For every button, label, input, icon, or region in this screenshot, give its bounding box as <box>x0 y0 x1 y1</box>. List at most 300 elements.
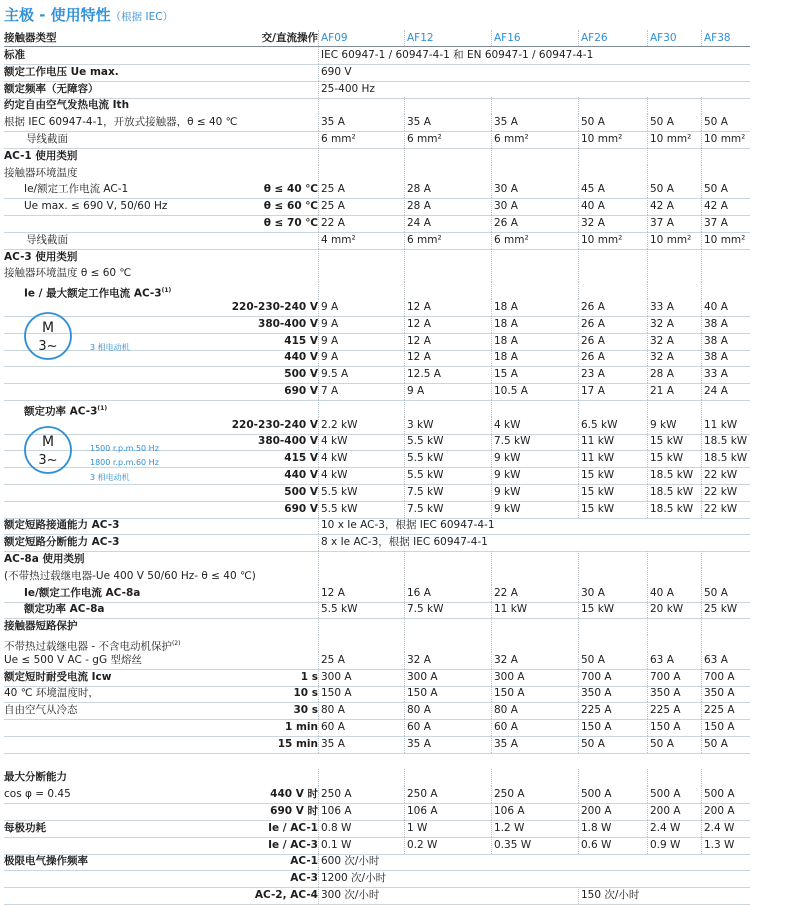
value-cell: 225 A <box>647 702 704 719</box>
row-label-text: Ie/额定工作电流 AC-1 <box>24 183 129 196</box>
value-cell: 4 kW <box>318 433 407 450</box>
empty-cell <box>404 165 494 182</box>
value-cell: 9 kW <box>647 417 704 434</box>
empty-cell <box>578 618 650 635</box>
row-condition: 440 V <box>284 351 318 364</box>
empty-cell <box>404 635 494 652</box>
table-row <box>4 501 750 519</box>
row-label <box>4 769 67 786</box>
value-cell: 35 A <box>404 736 494 753</box>
value-cell: 22 kW <box>701 484 753 501</box>
value-cell: 18 A <box>491 299 581 316</box>
empty-cell <box>578 97 650 114</box>
value-cell: 250 A <box>491 786 581 803</box>
value-cell: 1.2 W <box>491 820 581 837</box>
empty-cell <box>578 400 650 417</box>
row-condition: 690 V <box>284 502 318 515</box>
row-label-text: 导线截面 <box>26 233 68 246</box>
footnote-ref: (2) <box>171 640 181 647</box>
value-cell: 150 A <box>318 685 407 702</box>
value-cell: 150 A <box>578 719 650 736</box>
value-cell: 5.5 kW <box>404 450 494 467</box>
value-cell: 16 A <box>404 585 494 602</box>
row-label-text: 接触器环境温度 θ ≤ 60 ℃ <box>4 267 132 280</box>
empty-cell <box>647 635 704 652</box>
value-cell: 17 A <box>578 383 650 400</box>
empty-cell <box>318 568 407 585</box>
value-cell: 33 A <box>647 299 704 316</box>
empty-cell <box>491 568 581 585</box>
row-label-text: 额定短路接通能力 AC-3 <box>4 519 120 532</box>
value-cell: 32 A <box>491 652 581 669</box>
table-row <box>4 568 750 585</box>
value-cell: 40 A <box>701 299 753 316</box>
row-label <box>24 585 140 602</box>
value-cell: 22 A <box>318 215 407 232</box>
empty-cell <box>647 551 704 568</box>
row-label-text: 不带热过载继电器 - 不含电动机保护 <box>4 640 172 652</box>
empty-cell <box>701 265 753 282</box>
empty-cell <box>701 282 753 299</box>
value-cell: 35 A <box>491 736 581 753</box>
footnote-ref: (1) <box>97 404 108 412</box>
value-cell: 6.5 kW <box>578 417 650 434</box>
empty-cell <box>701 249 753 266</box>
table-row <box>4 232 750 250</box>
motor-note-1: 3 相电动机 <box>90 343 130 352</box>
empty-cell <box>647 282 704 299</box>
value-cell: 15 kW <box>647 450 704 467</box>
value-cell: 12 A <box>404 316 494 333</box>
table-row <box>4 669 750 687</box>
value-cell: 22 kW <box>701 467 753 484</box>
value-cell: 9 A <box>404 383 494 400</box>
value-cell: 25 A <box>318 652 407 669</box>
value-cell: 38 A <box>701 333 753 350</box>
value-cell: 35 A <box>318 114 407 131</box>
empty-cell <box>578 282 650 299</box>
value-cell: 150 A <box>701 719 753 736</box>
value-span: 300 次/小时 <box>318 887 579 904</box>
value-cell: 10 mm² <box>647 131 704 148</box>
row-label-text: 额定工作电压 Ue max. <box>4 65 119 78</box>
motor-note-2a: 1500 r.p.m.50 Hz <box>90 444 159 453</box>
row-condition: 415 V <box>284 452 318 465</box>
empty-cell <box>404 769 494 786</box>
row-label-text: Ue ≤ 500 V AC - gG 型熔丝 <box>4 653 142 666</box>
value-cell: 26 A <box>491 215 581 232</box>
empty-cell <box>701 769 753 786</box>
empty-cell <box>647 148 704 165</box>
row-label <box>4 635 180 652</box>
table-row <box>4 198 750 216</box>
row-label-text: 接触器短路保护 <box>4 620 78 633</box>
table-row <box>4 265 750 282</box>
value-cell: 15 kW <box>647 433 704 450</box>
row-label <box>4 165 78 182</box>
row-condition: 440 V 时 <box>270 788 318 801</box>
value-cell: 18.5 kW <box>647 467 704 484</box>
value-cell: 7.5 kW <box>404 484 494 501</box>
table-row <box>4 585 750 603</box>
empty-cell <box>701 165 753 182</box>
row-label-text: 额定短路分断能力 AC-3 <box>4 536 120 549</box>
value-cell: 300 A <box>318 669 407 686</box>
empty-cell <box>318 618 407 635</box>
value-cell: 18.5 kW <box>647 484 704 501</box>
row-label-text: AC-1 使用类别 <box>4 149 78 162</box>
row-label-text: 约定自由空气发热电流 Ith <box>4 99 130 112</box>
table-row <box>4 601 750 619</box>
value-span: 10 x Ie AC-3，根据 IEC 60947-4-1 <box>318 517 749 534</box>
value-cell: 2.4 W <box>647 820 704 837</box>
row-label-text: 根据 IEC 60947-4-1，开放式接触器，θ ≤ 40 ℃ <box>4 116 238 129</box>
empty-cell <box>404 265 494 282</box>
value-cell: 10 mm² <box>647 232 704 249</box>
value-cell: 300 A <box>491 669 581 686</box>
motor-phase: 3~ <box>38 453 58 468</box>
empty-cell <box>404 568 494 585</box>
value-cell: 10.5 A <box>491 383 581 400</box>
value-span: 8 x Ie AC-3，根据 IEC 60947-4-1 <box>318 534 749 551</box>
value-cell: 6 mm² <box>404 131 494 148</box>
value-cell: 9.5 A <box>318 366 407 383</box>
value-span: 1200 次/小时 <box>318 870 749 887</box>
value-cell: 18.5 kW <box>701 433 753 450</box>
empty-cell <box>491 97 581 114</box>
row-condition: θ ≤ 70 ℃ <box>263 217 318 229</box>
value-cell: 32 A <box>647 349 704 366</box>
table-row <box>4 753 750 770</box>
value-cell: 350 A <box>578 685 650 702</box>
value-cell: 9 A <box>318 333 407 350</box>
value-cell: 7.5 kW <box>491 433 581 450</box>
table-row <box>4 820 750 838</box>
value-cell: 0.9 W <box>647 837 704 854</box>
header-model: AF26 <box>578 30 650 46</box>
row-condition: 440 V <box>284 469 318 481</box>
footnote-ref: (1) <box>161 287 172 295</box>
row-label <box>24 601 104 618</box>
value-cell: 11 kW <box>578 433 650 450</box>
empty-cell <box>318 165 407 182</box>
table-row <box>4 635 750 652</box>
value-cell: 60 A <box>491 719 581 736</box>
empty-cell <box>701 400 753 417</box>
empty-cell <box>647 97 704 114</box>
value-cell: 50 A <box>647 736 704 753</box>
empty-cell <box>491 148 581 165</box>
value-cell: 28 A <box>647 366 704 383</box>
value-cell: 4 kW <box>318 467 407 484</box>
header-model: AF30 <box>647 30 704 46</box>
empty-cell <box>404 97 494 114</box>
row-label-text: 极限电气操作频率 <box>4 855 88 868</box>
row-condition: 15 min <box>277 737 318 750</box>
row-label <box>4 81 99 98</box>
value-cell: 6 mm² <box>404 232 494 249</box>
table-row <box>4 853 750 871</box>
value-span: 150 次/小时 <box>578 887 751 904</box>
table-row <box>4 534 750 552</box>
row-condition: 10 s <box>293 687 318 700</box>
value-cell: 700 A <box>647 669 704 686</box>
value-cell: 250 A <box>404 786 494 803</box>
value-cell: 22 kW <box>701 501 753 518</box>
table-row <box>4 148 750 165</box>
value-cell: 5.5 kW <box>318 601 407 618</box>
value-cell: 10 mm² <box>701 131 753 148</box>
value-cell: 38 A <box>701 349 753 366</box>
value-cell: 5.5 kW <box>404 467 494 484</box>
value-cell: 1 W <box>404 820 494 837</box>
value-cell: 12 A <box>318 585 407 602</box>
header-model: AF38 <box>701 30 753 46</box>
value-cell: 32 A <box>404 652 494 669</box>
value-cell: 50 A <box>647 114 704 131</box>
empty-cell <box>318 400 407 417</box>
value-cell: 50 A <box>647 181 704 198</box>
value-cell: 15 kW <box>578 467 650 484</box>
value-span: IEC 60947-1 / 60947-4-1 和 EN 60947-1 / 60947-4-1 <box>318 47 749 64</box>
table-row <box>4 736 750 754</box>
row-label-text: 额定功率 AC-3 <box>24 405 98 417</box>
value-cell: 11 kW <box>578 450 650 467</box>
value-cell: 20 kW <box>647 601 704 618</box>
row-condition: 220-230-240 V <box>231 301 318 313</box>
value-cell: 200 A <box>647 803 704 820</box>
value-cell: 6 mm² <box>318 131 407 148</box>
empty-cell <box>578 165 650 182</box>
table-row <box>4 64 750 82</box>
value-cell: 32 A <box>647 316 704 333</box>
value-cell: 300 A <box>404 669 494 686</box>
empty-cell <box>578 249 650 266</box>
value-cell: 50 A <box>578 736 650 753</box>
row-label-text: 标准 <box>4 49 25 61</box>
value-cell: 106 A <box>318 803 407 820</box>
table-row <box>4 81 750 99</box>
value-cell: 11 kW <box>701 417 753 434</box>
value-cell: 9 A <box>318 299 407 316</box>
row-condition: Ie / AC-1 <box>268 821 318 834</box>
value-cell: 5.5 kW <box>404 433 494 450</box>
empty-cell <box>491 635 581 652</box>
value-cell: 200 A <box>701 803 753 820</box>
table-row <box>4 719 750 737</box>
empty-cell <box>647 618 704 635</box>
empty-cell <box>318 635 407 652</box>
value-cell: 15 kW <box>578 484 650 501</box>
row-label <box>4 148 77 165</box>
empty-cell <box>404 551 494 568</box>
row-label <box>4 786 71 803</box>
value-cell: 37 A <box>701 215 753 232</box>
table-row <box>4 97 750 114</box>
value-cell: 42 A <box>647 198 704 215</box>
value-cell: 0.2 W <box>404 837 494 854</box>
empty-cell <box>491 249 581 266</box>
table-row <box>4 417 750 435</box>
value-cell: 50 A <box>701 181 753 198</box>
empty-cell <box>491 400 581 417</box>
row-condition: AC-2, AC-4 <box>254 889 318 901</box>
value-cell: 2.2 kW <box>318 417 407 434</box>
row-label <box>4 669 112 686</box>
value-cell: 33 A <box>701 366 753 383</box>
value-cell: 10 mm² <box>701 232 753 249</box>
header-model: AF16 <box>491 30 581 46</box>
empty-cell <box>647 165 704 182</box>
row-label-text: AC-3 使用类别 <box>4 250 78 263</box>
empty-cell <box>318 265 407 282</box>
value-cell: 42 A <box>701 198 753 215</box>
empty-cell <box>701 618 753 635</box>
row-label-text: 额定频率（无障容） <box>4 82 99 95</box>
table-row <box>4 181 750 199</box>
value-cell: 9 A <box>318 349 407 366</box>
value-cell: 50 A <box>578 652 650 669</box>
empty-cell <box>318 148 407 165</box>
value-cell: 225 A <box>701 702 753 719</box>
row-label <box>26 131 68 148</box>
table-row <box>4 316 750 334</box>
value-cell: 4 kW <box>318 450 407 467</box>
row-label <box>4 618 78 635</box>
value-cell: 63 A <box>701 652 753 669</box>
motor-note-2c: 3 相电动机 <box>90 473 130 482</box>
row-condition: 500 V <box>284 485 318 498</box>
row-label <box>4 114 237 131</box>
value-cell: 12.5 A <box>404 366 494 383</box>
value-cell: 4 mm² <box>318 232 407 249</box>
empty-cell <box>578 551 650 568</box>
row-condition: 380-400 V <box>258 435 318 448</box>
value-cell: 4 kW <box>491 417 581 434</box>
table-row <box>4 551 750 568</box>
empty-cell <box>701 635 753 652</box>
table-row <box>4 400 750 417</box>
row-label-text: 额定短时耐受电流 Icw <box>4 670 112 683</box>
title-main: 主极 - 使用特性 <box>4 6 111 24</box>
value-cell: 0.35 W <box>491 837 581 854</box>
row-label <box>24 181 128 198</box>
table-row <box>4 215 750 233</box>
value-cell: 24 A <box>701 383 753 400</box>
empty-cell <box>404 400 494 417</box>
row-label <box>4 64 119 81</box>
empty-cell <box>647 568 704 585</box>
table-row <box>4 299 750 317</box>
table-row <box>4 803 750 821</box>
value-cell: 15 A <box>491 366 581 383</box>
empty-cell <box>578 635 650 652</box>
empty-cell <box>578 148 650 165</box>
value-cell: 18.5 kW <box>701 450 753 467</box>
value-cell: 106 A <box>404 803 494 820</box>
value-cell: 500 A <box>578 786 650 803</box>
table-header <box>4 30 750 47</box>
value-cell: 225 A <box>578 702 650 719</box>
value-cell: 63 A <box>647 652 704 669</box>
value-cell: 37 A <box>647 215 704 232</box>
header-model: AF12 <box>404 30 494 46</box>
motor-letter: M <box>41 434 55 450</box>
empty-cell <box>491 282 581 299</box>
row-label-text: 自由空气从冷态 <box>4 704 78 717</box>
row-label <box>4 517 119 534</box>
value-cell: 0.8 W <box>318 820 407 837</box>
table-row <box>4 249 750 266</box>
row-label <box>4 820 46 837</box>
row-label <box>24 198 167 215</box>
row-label-text: Ie/额定工作电流 AC-8a <box>24 586 141 599</box>
row-label-text: Ue max. ≤ 690 V, 50/60 Hz <box>24 200 168 213</box>
value-cell: 7 A <box>318 383 407 400</box>
value-cell: 18 A <box>491 333 581 350</box>
row-label-text: cos φ = 0.45 <box>4 788 71 801</box>
row-label <box>4 685 99 702</box>
empty-cell <box>491 769 581 786</box>
value-cell: 150 A <box>491 685 581 702</box>
row-label-text: 最大分断能力 <box>4 771 67 784</box>
value-cell: 150 A <box>647 719 704 736</box>
table-row <box>4 618 750 635</box>
value-span: 690 V <box>318 64 749 81</box>
value-cell: 250 A <box>318 786 407 803</box>
motor-letter: M <box>41 320 55 336</box>
row-label-text: (不带热过载继电器-Ue 400 V 50/60 Hz- θ ≤ 40 ℃) <box>4 569 256 582</box>
row-label <box>4 249 77 266</box>
empty-cell <box>578 769 650 786</box>
title-sub: （根据 IEC） <box>110 11 174 23</box>
value-cell: 28 A <box>404 181 494 198</box>
header-model: AF09 <box>318 30 407 46</box>
value-cell: 50 A <box>701 736 753 753</box>
value-cell: 7.5 kW <box>404 501 494 518</box>
empty-cell <box>491 165 581 182</box>
table-row <box>4 47 750 65</box>
empty-cell <box>318 551 407 568</box>
value-cell: 11 kW <box>491 601 581 618</box>
value-cell: 60 A <box>404 719 494 736</box>
value-cell: 150 A <box>404 685 494 702</box>
value-span: 25-400 Hz <box>318 81 749 98</box>
value-cell: 1.8 W <box>578 820 650 837</box>
empty-cell <box>578 568 650 585</box>
value-cell: 5.5 kW <box>318 501 407 518</box>
value-cell: 26 A <box>578 316 650 333</box>
empty-cell <box>491 618 581 635</box>
value-span: 600 次/小时 <box>318 853 749 870</box>
value-cell: 700 A <box>578 669 650 686</box>
row-label-text: 接触器环境温度 <box>4 166 78 179</box>
motor-phase: 3~ <box>38 339 58 354</box>
table-row <box>4 282 750 299</box>
row-condition: AC-1 <box>290 855 318 868</box>
row-label <box>4 853 88 870</box>
value-cell: 35 A <box>404 114 494 131</box>
table-row <box>4 484 750 502</box>
value-cell: 500 A <box>701 786 753 803</box>
table-row <box>4 383 750 401</box>
empty-cell <box>701 148 753 165</box>
value-cell: 9 kW <box>491 484 581 501</box>
table-row <box>4 702 750 720</box>
table-row <box>4 131 750 149</box>
value-cell: 350 A <box>647 685 704 702</box>
row-label <box>24 282 171 299</box>
